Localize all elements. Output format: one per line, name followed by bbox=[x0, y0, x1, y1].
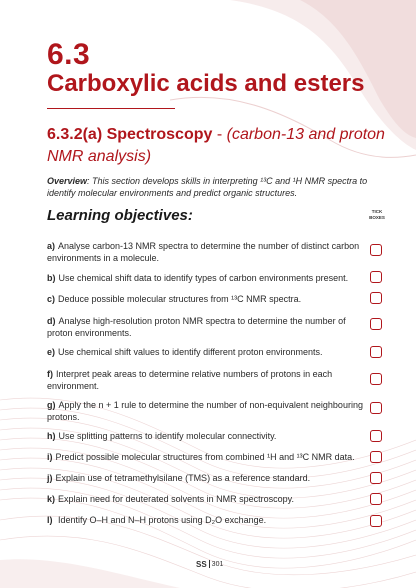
tick-box-f[interactable] bbox=[370, 373, 382, 385]
objective-item-g: g) Apply the n + 1 rule to determine the number of non-equivalent neighbouring protons. bbox=[47, 400, 363, 422]
page-footer bbox=[196, 558, 223, 570]
tick-header-line-1: TICK bbox=[371, 209, 383, 214]
chapter-number: 6.3 bbox=[47, 38, 91, 71]
objective-item-b: b) Use chemical shift data to identify types of carbon environments present. bbox=[47, 273, 349, 283]
objective-item-e: e) Use chemical shift values to identify different proton environments. bbox=[47, 347, 323, 357]
title-divider bbox=[47, 108, 175, 109]
tick-box-a[interactable] bbox=[370, 244, 382, 256]
tick-boxes-header bbox=[362, 209, 392, 221]
objective-item-l: l) Identify O–H and N–H protons using D₂O exchange. bbox=[47, 515, 267, 525]
tick-box-d[interactable] bbox=[370, 318, 382, 330]
publisher-logo: SS bbox=[196, 559, 207, 569]
tick-box-c[interactable] bbox=[370, 292, 382, 304]
footer-divider bbox=[209, 560, 210, 568]
chapter-title: Carboxylic acids and esters bbox=[47, 70, 365, 97]
tick-box-j[interactable] bbox=[370, 472, 382, 484]
tick-box-l[interactable] bbox=[370, 515, 382, 527]
tick-box-k[interactable] bbox=[370, 493, 382, 505]
overview-label: Overview bbox=[47, 176, 88, 186]
overview-paragraph: Overview: This section develops skills in interpreting ¹³C and ¹H NMR spectra to identify molecular environments and predict organic structures. bbox=[47, 176, 368, 198]
objective-item-c: c) Deduce possible molecular structures from ¹³C NMR spectra. bbox=[47, 294, 302, 304]
section-heading bbox=[47, 124, 387, 168]
section-subtitle: (carbon-13 and proton NMR analysis) bbox=[47, 126, 385, 165]
section-code: 6.3.2(a) Spectroscopy bbox=[47, 126, 213, 143]
tick-box-b[interactable] bbox=[370, 271, 382, 283]
learning-objectives-title: Learning objectives: bbox=[47, 207, 193, 224]
objective-item-i: i) Predict possible molecular structures from combined ¹H and ¹³C NMR data. bbox=[47, 452, 355, 462]
objective-item-d: d) Analyse high-resolution proton NMR spectra to determine the number of proton environments. bbox=[47, 316, 346, 338]
tick-header-line-2: BOXES bbox=[369, 215, 385, 220]
overview-text: This section develops skills in interpreting ¹³C and ¹H NMR spectra to identify molecular environments and predict organic structures. bbox=[47, 176, 368, 198]
objective-item-k: k) Explain need for deuterated solvents in NMR spectroscopy. bbox=[47, 494, 294, 504]
tick-box-i[interactable] bbox=[370, 451, 382, 463]
objective-item-j: j) Explain use of tetramethylsilane (TMS) as a reference standard. bbox=[47, 473, 311, 483]
objective-item-h: h) Use splitting patterns to identify molecular connectivity. bbox=[47, 431, 277, 441]
tick-box-g[interactable] bbox=[370, 402, 382, 414]
page-number: 301 bbox=[211, 560, 224, 568]
section-separator: - bbox=[212, 126, 227, 143]
objective-item-f: f) Interpret peak areas to determine relative numbers of protons in each environment. bbox=[47, 369, 333, 391]
tick-box-e[interactable] bbox=[370, 346, 382, 358]
tick-box-h[interactable] bbox=[370, 430, 382, 442]
objective-item-a: a) Analyse carbon-13 NMR spectra to determine the number of distinct carbon environments in a molecule. bbox=[47, 241, 360, 263]
